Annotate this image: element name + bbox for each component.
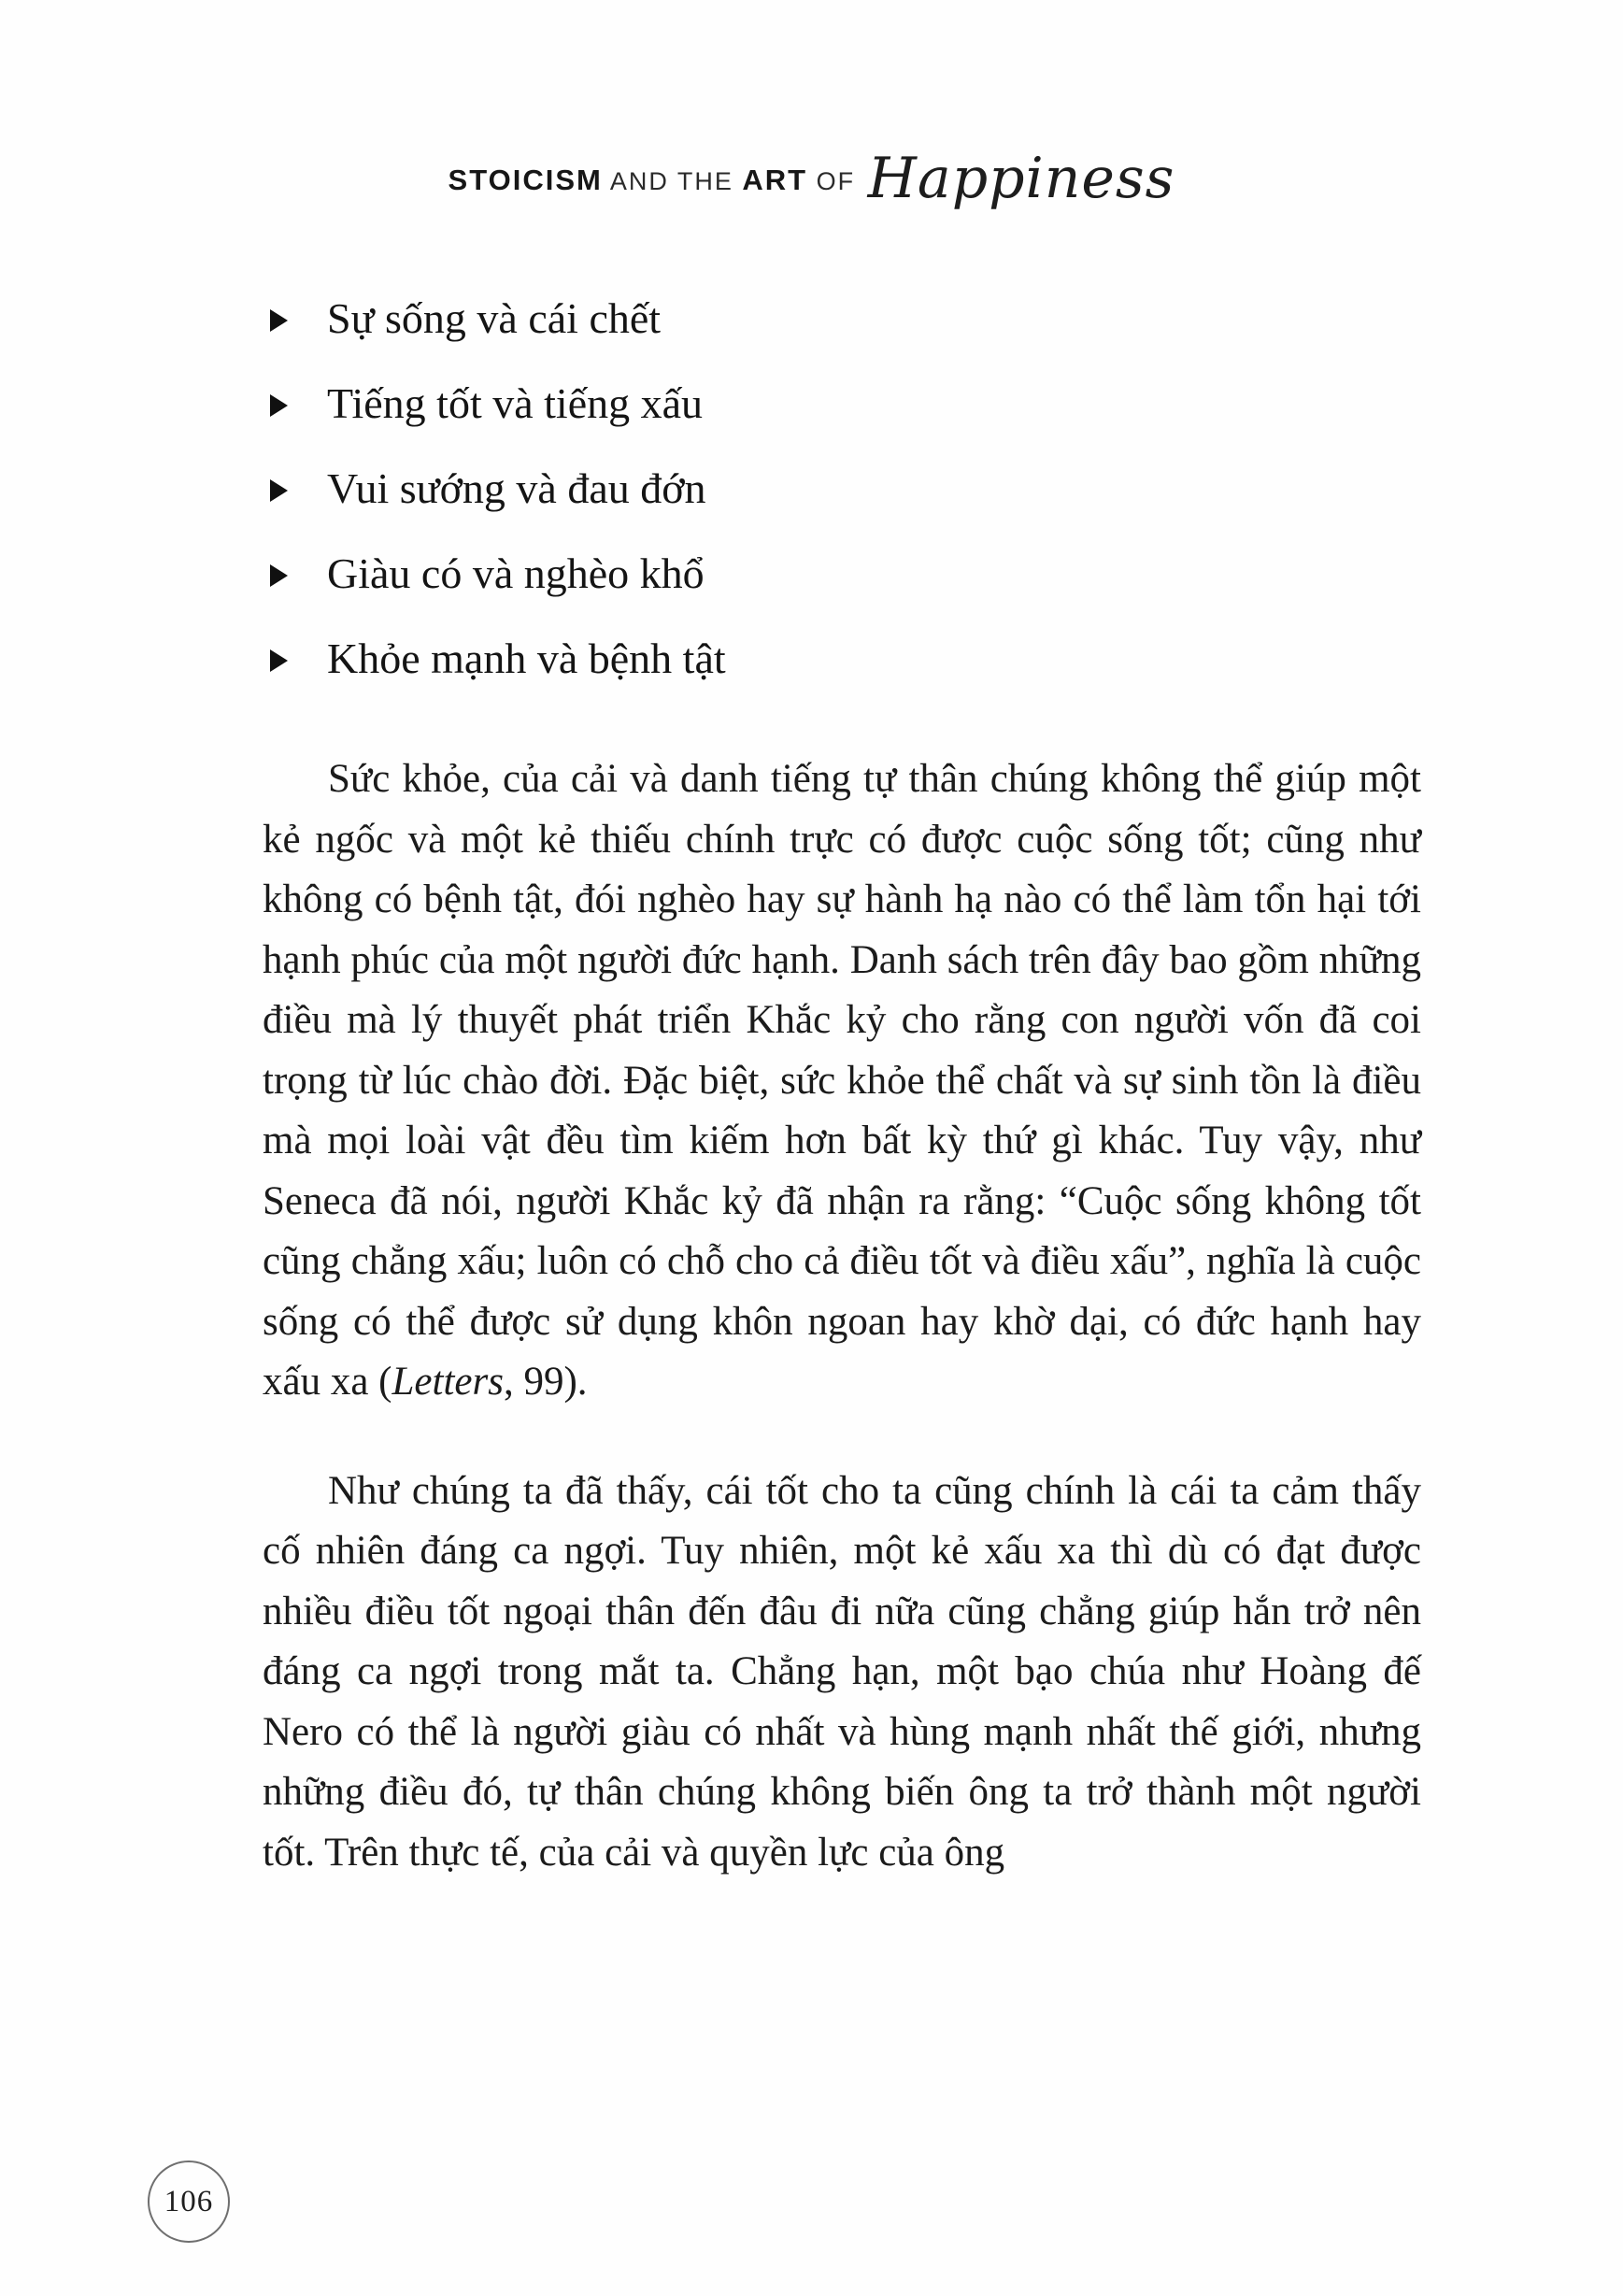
triangle-bullet-icon bbox=[270, 649, 288, 672]
triangle-bullet-icon bbox=[270, 394, 288, 417]
list-item-label: Tiếng tốt và tiếng xấu bbox=[327, 379, 704, 427]
paragraph-2: Như chúng ta đã thấy, cái tốt cho ta cũng chính là cái ta cảm thấy cố nhiên đáng ca ngợi. Tuy nhiên, một kẻ xấu xa thì dù có đạt được nhiều điều tốt ngoại thân đến đâu đi nữa cũng chẳng giúp hắn trở nên đáng ca ngợi trong mắt ta. Chẳng hạn, một bạo chúa như Hoàng đế Nero có thể là người giàu có nhất và hùng mạnh nhất thế giới, nhưng những điều đó, tự thân chúng không biến ông ta trở thành một người tốt. Trên thực tế, của cải và quyền lực của ông bbox=[263, 1468, 1421, 1875]
paragraph-1-citation: Letters bbox=[392, 1360, 504, 1404]
page-number-badge bbox=[148, 2161, 230, 2243]
list-item-label: Sự sống và cái chết bbox=[327, 294, 662, 342]
list-item bbox=[263, 361, 1421, 446]
paragraph-1 bbox=[263, 749, 1421, 1413]
bullet-list bbox=[263, 276, 1421, 701]
header-title-happiness: Happiness bbox=[867, 146, 1175, 211]
header-title-art: ART bbox=[742, 164, 808, 196]
list-item bbox=[263, 446, 1421, 531]
list-item-label: Giàu có và nghèo khổ bbox=[327, 549, 705, 597]
page-content bbox=[263, 276, 1421, 1883]
header-title-stoicism: STOICISM bbox=[448, 164, 603, 196]
triangle-bullet-icon bbox=[270, 479, 288, 502]
running-header bbox=[0, 138, 1623, 211]
triangle-bullet-icon bbox=[270, 309, 288, 332]
paragraph-1-text-end: , 99). bbox=[503, 1360, 588, 1404]
paragraph-1-text: Sức khỏe, của cải và danh tiếng tự thân chúng không thể giúp một kẻ ngốc và một kẻ thiếu chính trực có được cuộc sống tốt; cũng như không có bệnh tật, đói nghèo hay sự hành hạ nào có thể làm tổn hại tới hạnh phúc của một người đức hạnh. Danh sách trên đây bao gồm những điều mà lý thuyết phát triển Khắc kỷ cho rằng con người vốn đã coi trọng từ lúc chào đời. Đặc biệt, sức khỏe thể chất và sự sinh tồn là điều mà mọi loài vật đều tìm kiếm hơn bất kỳ thứ gì khác. Tuy vậy, như Seneca đã nói, người Khắc kỷ đã nhận ra rằng: “Cuộc sống không tốt cũng chẳng xấu; luôn có chỗ cho cả điều tốt và điều xấu”, nghĩa là cuộc sống có thể được sử dụng khôn ngoan hay khờ dại, có đức hạnh hay xấu xa ( bbox=[263, 757, 1421, 1404]
list-item bbox=[263, 531, 1421, 616]
list-item bbox=[263, 276, 1421, 361]
triangle-bullet-icon bbox=[270, 564, 288, 587]
header-title-and-the: AND THE bbox=[602, 167, 743, 195]
header-title-of: OF bbox=[807, 167, 864, 195]
list-item-label: Khỏe mạnh và bệnh tật bbox=[327, 635, 726, 682]
list-item-label: Vui sướng và đau đớn bbox=[327, 464, 706, 512]
list-item bbox=[263, 616, 1421, 701]
page-number: 106 bbox=[164, 2184, 214, 2218]
